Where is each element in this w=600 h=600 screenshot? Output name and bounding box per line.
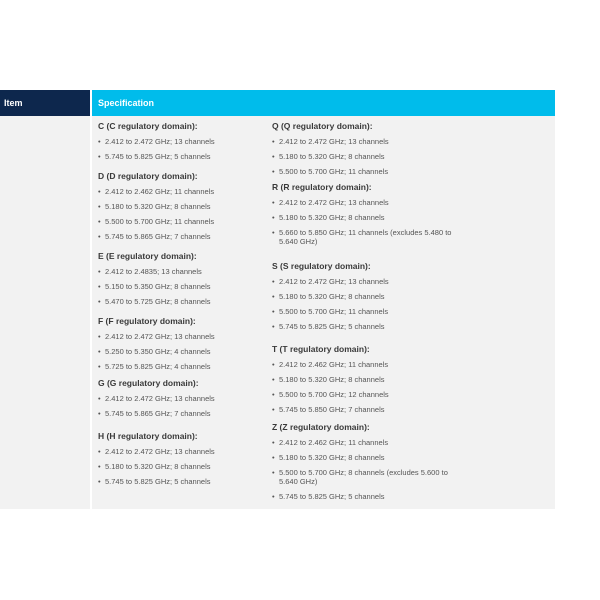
regulatory-domain-block	[272, 182, 452, 252]
regulatory-domain-block	[272, 344, 452, 420]
regulatory-domain-title: F (F regulatory domain):	[98, 316, 196, 326]
regulatory-domain-block	[98, 431, 268, 492]
channel-range-item: • 5.725 to 5.825 GHz; 4 channels	[98, 362, 268, 371]
channel-list	[272, 198, 452, 246]
regulatory-domain-title: T (T regulatory domain):	[272, 344, 370, 354]
channel-range-item: • 5.180 to 5.320 GHz; 8 channels	[98, 462, 268, 471]
channel-range-item: • 5.150 to 5.350 GHz; 8 channels	[98, 282, 268, 291]
channel-range-item: • 2.412 to 2.462 GHz; 11 channels	[98, 187, 268, 196]
channel-range-item: • 5.180 to 5.320 GHz; 8 channels	[272, 453, 452, 462]
channel-range-item: • 2.412 to 2.462 GHz; 11 channels	[272, 360, 452, 369]
channel-range-item: • 5.745 to 5.825 GHz; 5 channels	[272, 322, 452, 331]
channel-range-item: • 5.500 to 5.700 GHz; 11 channels	[272, 167, 452, 176]
channel-range-item: • 2.412 to 2.472 GHz; 13 channels	[98, 332, 268, 341]
channel-range-item: • 5.180 to 5.320 GHz; 8 channels	[272, 152, 452, 161]
channel-range-item: • 5.745 to 5.825 GHz; 5 channels	[98, 477, 268, 486]
channel-list	[272, 438, 452, 501]
channel-list	[98, 137, 268, 161]
channel-range-item: • 5.500 to 5.700 GHz; 8 channels (excludes 5.600 to 5.640 GHz)	[272, 468, 452, 486]
table-header-row	[0, 90, 555, 116]
regulatory-domain-block	[98, 171, 268, 247]
channel-range-item: • 5.180 to 5.320 GHz; 8 channels	[272, 375, 452, 384]
channel-range-item: • 5.500 to 5.700 GHz; 12 channels	[272, 390, 452, 399]
regulatory-domain-title: G (G regulatory domain):	[98, 378, 199, 388]
header-item: Item	[0, 90, 90, 116]
channel-range-item: • 5.470 to 5.725 GHz; 8 channels	[98, 297, 268, 306]
regulatory-domain-block	[98, 121, 268, 167]
channel-range-item: • 5.250 to 5.350 GHz; 4 channels	[98, 347, 268, 356]
item-cell	[0, 116, 92, 509]
table-body-row	[0, 116, 555, 509]
regulatory-domain-block	[272, 422, 452, 507]
regulatory-domain-block	[98, 316, 268, 377]
regulatory-domain-title: S (S regulatory domain):	[272, 261, 371, 271]
channel-range-item: • 2.412 to 2.4835; 13 channels	[98, 267, 268, 276]
specification-cell	[92, 116, 555, 509]
channel-range-item: • 5.745 to 5.850 GHz; 7 channels	[272, 405, 452, 414]
regulatory-domain-block	[272, 121, 452, 182]
channel-range-item: • 5.500 to 5.700 GHz; 11 channels	[272, 307, 452, 316]
channel-list	[272, 360, 452, 414]
channel-list	[272, 137, 452, 176]
channel-range-item: • 2.412 to 2.472 GHz; 13 channels	[272, 198, 452, 207]
channel-range-item: • 2.412 to 2.472 GHz; 13 channels	[98, 137, 268, 146]
channel-range-item: • 5.180 to 5.320 GHz; 8 channels	[272, 213, 452, 222]
header-specification: Specification	[92, 90, 555, 116]
channel-list	[272, 277, 452, 331]
channel-range-item: • 5.745 to 5.825 GHz; 5 channels	[98, 152, 268, 161]
regulatory-domain-title: C (C regulatory domain):	[98, 121, 198, 131]
channel-list	[98, 447, 268, 486]
channel-list	[98, 394, 268, 418]
channel-range-item: • 2.412 to 2.472 GHz; 13 channels	[272, 277, 452, 286]
channel-range-item: • 2.412 to 2.462 GHz; 11 channels	[272, 438, 452, 447]
regulatory-domain-block	[98, 378, 268, 424]
channel-range-item: • 5.660 to 5.850 GHz; 11 channels (excludes 5.480 to 5.640 GHz)	[272, 228, 452, 246]
channel-range-item: • 5.180 to 5.320 GHz; 8 channels	[98, 202, 268, 211]
channel-list	[98, 187, 268, 241]
regulatory-domain-block	[98, 251, 268, 312]
channel-range-item: • 5.745 to 5.865 GHz; 7 channels	[98, 232, 268, 241]
channel-list	[98, 267, 268, 306]
channel-range-item: • 5.745 to 5.825 GHz; 5 channels	[272, 492, 452, 501]
regulatory-domain-title: Z (Z regulatory domain):	[272, 422, 370, 432]
regulatory-domain-title: D (D regulatory domain):	[98, 171, 198, 181]
regulatory-domain-title: R (R regulatory domain):	[272, 182, 372, 192]
specification-table	[0, 90, 555, 509]
channel-range-item: • 2.412 to 2.472 GHz; 13 channels	[272, 137, 452, 146]
regulatory-domain-title: E (E regulatory domain):	[98, 251, 197, 261]
regulatory-domain-title: H (H regulatory domain):	[98, 431, 198, 441]
channel-range-item: • 5.745 to 5.865 GHz; 7 channels	[98, 409, 268, 418]
channel-range-item: • 5.180 to 5.320 GHz; 8 channels	[272, 292, 452, 301]
channel-range-item: • 2.412 to 2.472 GHz; 13 channels	[98, 447, 268, 456]
regulatory-domain-title: Q (Q regulatory domain):	[272, 121, 373, 131]
channel-list	[98, 332, 268, 371]
channel-range-item: • 2.412 to 2.472 GHz; 13 channels	[98, 394, 268, 403]
channel-range-item: • 5.500 to 5.700 GHz; 11 channels	[98, 217, 268, 226]
regulatory-domain-block	[272, 261, 452, 337]
